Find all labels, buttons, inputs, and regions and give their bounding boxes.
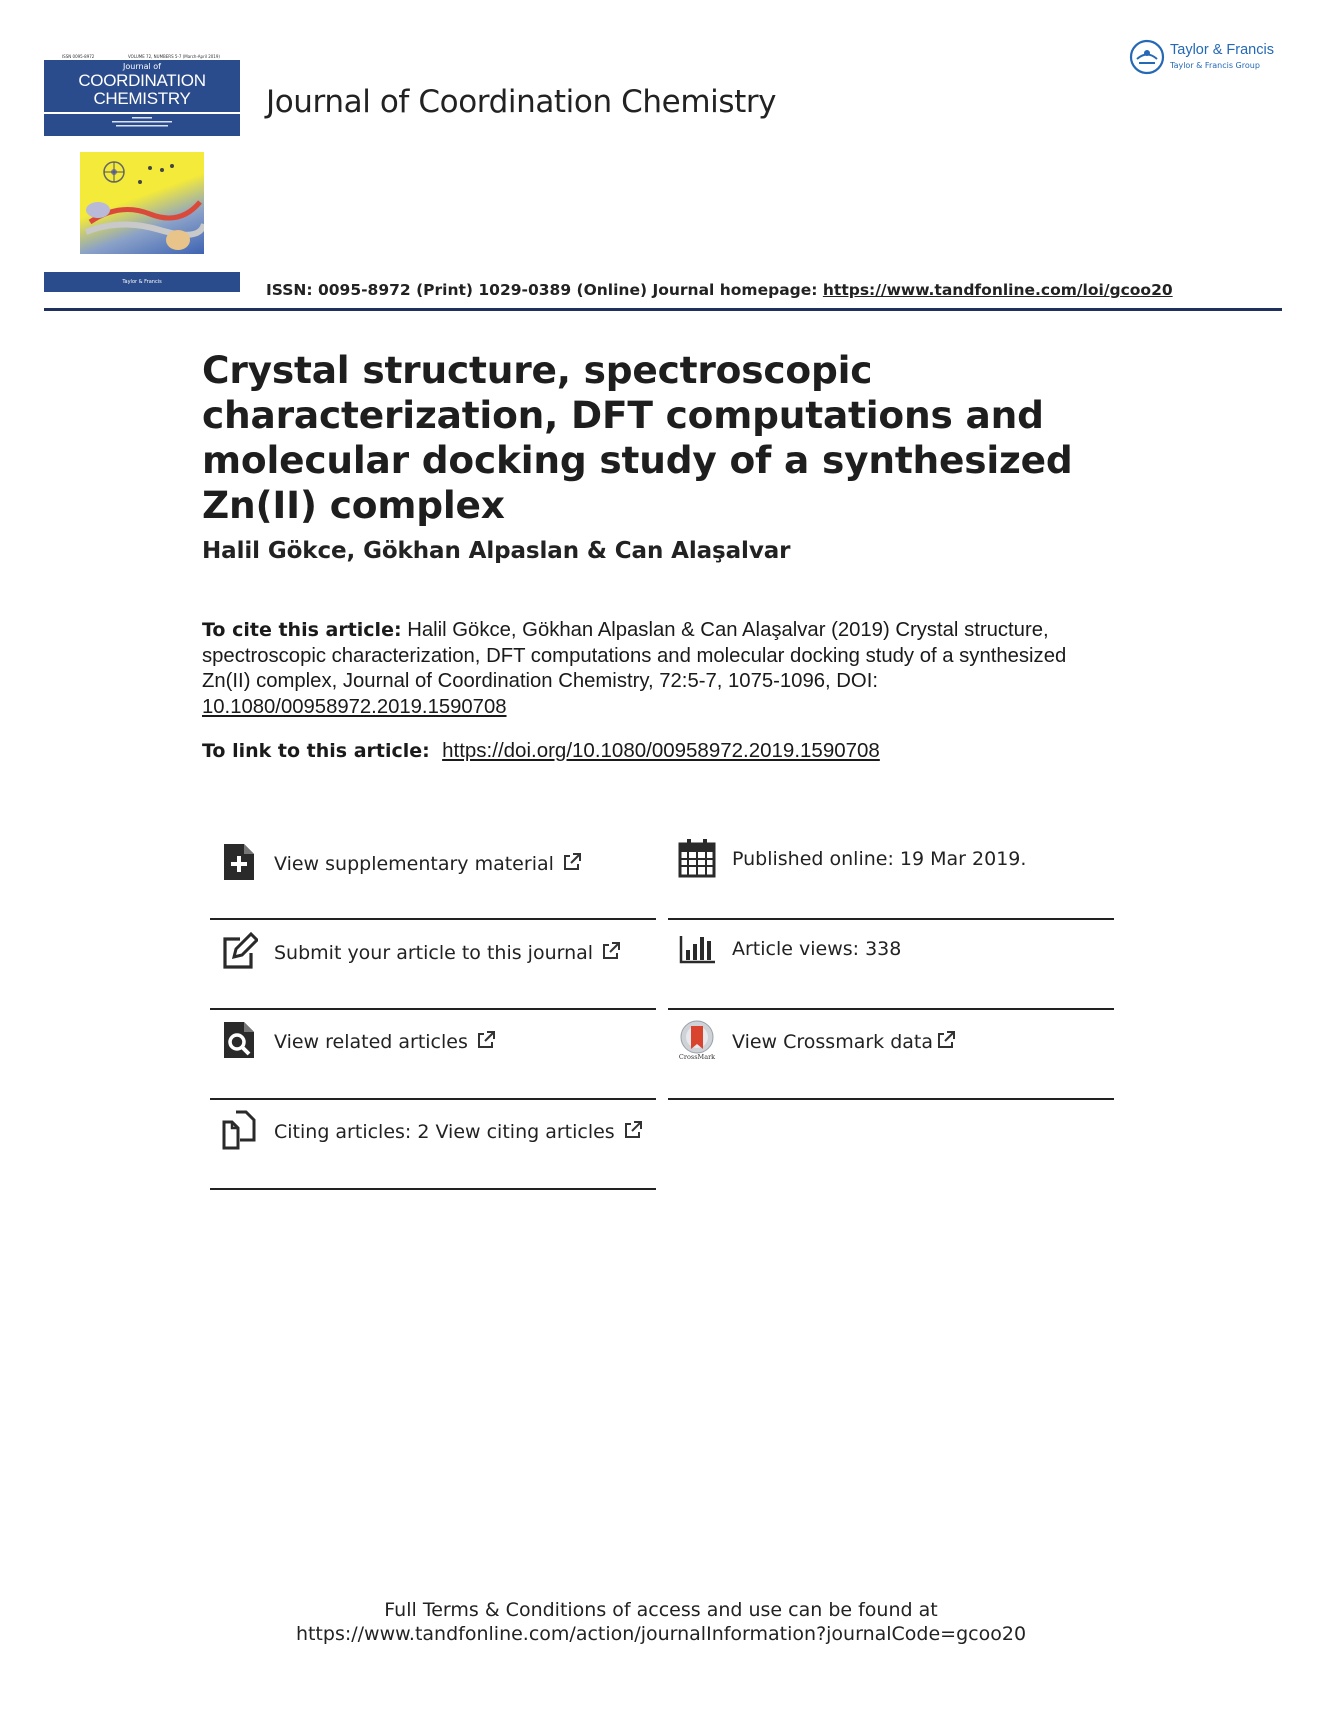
article-doi-url[interactable]: https://doi.org/10.1080/00958972.2019.1590708 — [442, 739, 880, 762]
bar-chart-icon — [678, 928, 716, 968]
divider — [668, 1098, 1114, 1100]
footer-terms-text: Full Terms & Conditions of access and use can be found at — [384, 1599, 938, 1621]
external-link-icon — [476, 1030, 496, 1050]
submit-article-label: Submit your article to this journal — [274, 942, 594, 964]
journal-homepage-link[interactable]: https://www.tandfonline.com/loi/gcoo20 — [822, 281, 1173, 299]
article-authors: Halil Gökce, Gökhan Alpaslan & Can Alaşalvar — [202, 538, 791, 564]
footer-terms-url[interactable]: https://www.tandfonline.com/action/journalInformation?journalCode=gcoo20 — [295, 1623, 1027, 1645]
publisher-logo-group: Taylor & Francis Group — [1170, 61, 1260, 70]
crossmark-line — [732, 1030, 956, 1053]
cover-name-line2: CHEMISTRY — [93, 89, 191, 108]
published-online-label: Published online: 19 Mar 2019. — [732, 848, 1027, 870]
related-articles-item[interactable] — [210, 1002, 656, 1091]
cover-name-line1: COORDINATION — [78, 71, 206, 90]
article-views-item — [668, 910, 1114, 999]
citing-articles-line — [274, 1120, 643, 1143]
issn-text: ISSN: 0095-8972 (Print) 1029-0389 (Online) Journal homepage: — [266, 281, 818, 299]
cover-title-band — [44, 60, 240, 112]
cover-journal-of: Journal of — [123, 62, 161, 71]
supplementary-material-label: View supplementary material — [274, 853, 554, 875]
related-articles-label: View related articles — [274, 1031, 468, 1053]
published-online-item — [668, 820, 1114, 909]
issn-line — [266, 281, 1173, 299]
related-articles-line — [274, 1030, 496, 1053]
publisher-logo-name: Taylor & Francis — [1170, 42, 1274, 58]
cover-issn: ISSN 0095-8972 — [62, 54, 95, 59]
citation-block — [202, 618, 1082, 720]
copy-documents-icon — [220, 1110, 258, 1150]
crossmark-logo-text: CrossMark — [678, 1053, 716, 1060]
edit-icon — [220, 931, 258, 971]
citation-text: Halil Gökce, Gökhan Alpaslan & Can Alaşalvar (2019) Crystal structure, spectroscopic characterization, DFT computations and molecular docking study of a synthesized Zn(II) complex, Journal of Coordination Chemistry, 72:5-7, 1075-1096, DOI: — [202, 619, 1067, 692]
cover-volume: VOLUME 72, NUMBERS 5-7 (March-April 2019) — [128, 54, 220, 59]
file-plus-icon — [220, 842, 258, 882]
article-views-label: Article views: 338 — [732, 938, 902, 960]
divider — [210, 1188, 656, 1190]
external-link-icon — [623, 1120, 643, 1140]
calendar-icon — [678, 838, 716, 878]
external-link-icon — [562, 852, 582, 872]
journal-cover — [44, 54, 240, 294]
supplementary-material-item[interactable] — [210, 824, 656, 913]
cover-molecule-graphic — [80, 152, 204, 254]
crossmark-item[interactable] — [668, 1002, 1114, 1091]
journal-title: Journal of Coordination Chemistry — [266, 84, 777, 120]
citation-doi-link[interactable]: 10.1080/00958972.2019.1590708 — [202, 695, 507, 718]
article-link-label: To link to this article: — [202, 740, 430, 762]
search-document-icon — [220, 1020, 258, 1060]
external-link-icon — [936, 1030, 956, 1050]
supplementary-material-line — [274, 852, 582, 875]
publisher-logo[interactable] — [1128, 38, 1288, 78]
citing-articles-label: Citing articles: 2 View citing articles — [274, 1121, 615, 1143]
crossmark-label: View Crossmark data — [732, 1031, 934, 1053]
cover-publisher-band — [44, 272, 240, 292]
submit-article-line — [274, 941, 621, 964]
citation-label: To cite this article: — [202, 619, 402, 641]
cover-publisher: Taylor & Francis — [122, 279, 162, 285]
footer — [0, 1598, 1322, 1646]
article-link-block — [202, 738, 880, 763]
header-divider — [44, 308, 1282, 311]
cover-editor-text-lines — [82, 116, 202, 130]
submit-article-item[interactable] — [210, 913, 656, 1002]
citing-articles-item[interactable] — [210, 1092, 656, 1181]
publisher-logo-icon — [1128, 38, 1166, 76]
cover-editor-band — [44, 114, 240, 136]
crossmark-icon — [678, 1020, 716, 1060]
article-title: Crystal structure, spectroscopic characterization, DFT computations and molecular docking study of a synthesized Zn(II) complex — [202, 348, 1073, 527]
external-link-icon — [601, 941, 621, 961]
cover-illustration — [80, 152, 204, 254]
